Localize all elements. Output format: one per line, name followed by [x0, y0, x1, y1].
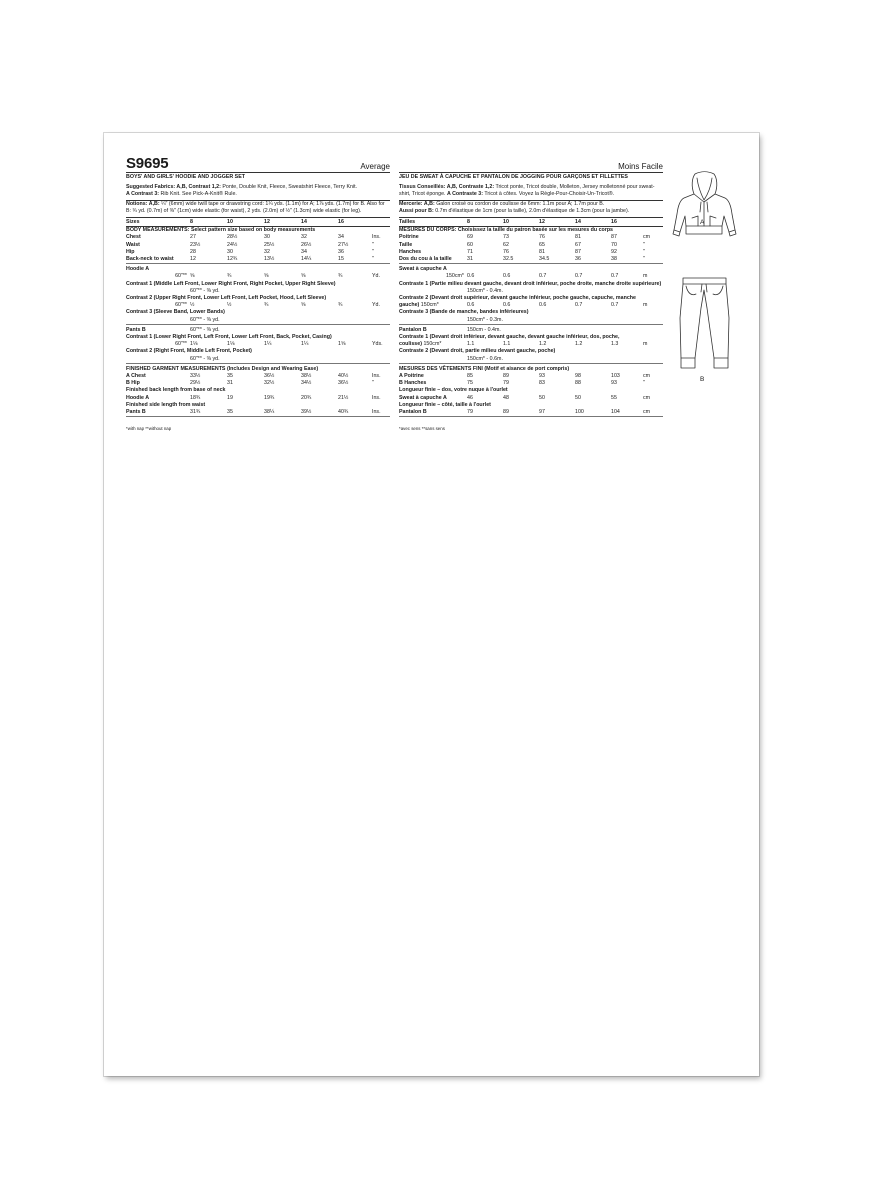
- table-row: Hanches 71 76 81 87 92 ": [399, 248, 645, 255]
- table-row: Pantalon B 79 89 97 100 104 cm: [399, 409, 651, 416]
- fabrics-paragraph: Tissus Conseillés: A,B, Contraste 1,2: Tricot ponte, Tricot double, Molleton, Jersey molletonné pour sweat-shirt, Tricot éponge. A Contraste 3: Tricot à côtes. Voyez la Règle-Pour-Choisir-Un-Tricot®.: [399, 184, 655, 198]
- table-row: A Chest 33½ 35 36½ 38½ 40½ Ins.: [126, 373, 381, 380]
- table-row: Taille 60 62 65 67 70 ": [399, 241, 645, 248]
- difficulty: Average: [360, 162, 390, 171]
- measurements-table: Sizes 8 10 12 14 16 BODY MEASUREMENTS: Select pattern size based on body measurements Chest 27 28½ 30 32 34 Ins. Waist 23½ 24½ 25½ 26½ 27½ " Hip 28 30 32 34 36 " Back-neck to waist 12 12¾ 13½ 14¼ 15 " Hoodie A 60"** ⅝ ¾ ⅝ ⅝ ¾ Yd. Contrast 1 (Middle Left Front, Lower Right Front, Right Pocket, Upper Right Sleeve) 60"** - ⅜ yd. Contrast 2 (Upper Right Front, Lower Left Front, Left Pocket, Hood, Left Sleeve) 60"** ½ ½ ¾ ⅝ ¾ Yd. Contrast 3 (Sleeve Band, Lower Bands) 60"** - ⅜ yd. Pants B 60"** - ⅜ yd. Contrast 1 (Lower Right Front, Left Front, Lower Left Front, Back, Pocket, Casing) 60"** 1⅛ 1⅛ 1¼ 1¼ 1⅝ Yds. Contrast 2 (Right Front, Middle Left Front, Pocket) 60"** - ⅜ yd. FINISHED GARMENT MEASUREMENTS (Includes Design and Wearing Ease) A Chest 33½ 35 36½ 38½ 40½ Ins. B Hip 29½ 31 32½ 34½ 36½ " Finished back length from base of neck Hoodie A 18¾ 19 19¾ 20¾ 21½ Ins. Finished side length from waist Pants B 31¾ 35 38¼ 39½ 40¾ Ins.: [126, 217, 390, 419]
- footnote: *avec sens **sans sens: [399, 426, 445, 432]
- table-row: 60"** ⅝ ¾ ⅝ ⅝ ¾ Yd.: [175, 273, 380, 280]
- pants-label: Pants B: [126, 326, 146, 333]
- sizes-row: Sizes 8 10 12 14 16: [126, 218, 390, 227]
- pattern-title: JEU DE SWEAT À CAPUCHE ET PANTALON DE JOGGING POUR GARÇONS ET FILLETTES: [399, 174, 628, 180]
- body-measurements-header: MESURES DU CORPS: Choisissez la taille du patron basée sur les mesures du corps: [399, 227, 613, 234]
- notions-paragraph: Mercerie: A,B: Galon croisé ou cordon de coulisse de 6mm: 1.1m pour A; 1.7m pour B. Aussi pour B: 0.7m d'élastique de 1cm (pour la taille), 2.0m d'élastique de 1.3cm (pour la jambe).: [399, 201, 630, 215]
- english-column: [126, 155, 390, 433]
- hoodie-label: Sweat à capuche A: [399, 266, 447, 273]
- finished-measurements-header: FINISHED GARMENT MEASUREMENTS (Includes Design and Wearing Ease): [126, 365, 319, 372]
- table-row: Chest 27 28½ 30 32 34 Ins.: [126, 234, 381, 241]
- table-row: 60"** 1⅛ 1⅛ 1¼ 1¼ 1⅝ Yds.: [175, 341, 383, 348]
- jogger-pants-icon: [680, 278, 729, 368]
- hoodie-label: Hoodie A: [126, 266, 150, 273]
- notions-paragraph: Notions: A,B: ¼" (6mm) wide twill tape or drawstring cord: 1¼ yds. (1.1m) for A; 1⅞ yds. (1.7m) for B. Also for B: ¾ yd. (0.7m) of ⅜" (1cm) wide elastic (for waist), 2 yds. (2.0m) of ½" (1.3cm) wide elastic (for leg).: [126, 201, 385, 215]
- pattern-code: S9695: [126, 155, 169, 172]
- table-row: B Hip 29½ 31 32½ 34½ 36½ ": [126, 380, 374, 387]
- table-row: Waist 23½ 24½ 25½ 26½ 27½ ": [126, 241, 374, 248]
- divider: [399, 172, 663, 173]
- finished-measurements-header: MESURES DES VÊTEMENTS FINI (Motif et aisance de port compris): [399, 365, 570, 372]
- header: [126, 155, 390, 172]
- table-row: Hip 28 30 32 34 36 ": [126, 248, 374, 255]
- sizes-row: Tailles 8 10 12 14 16: [399, 218, 663, 227]
- fabrics-paragraph: Suggested Fabrics: A,B, Contrast 1,2: Ponte, Double Knit, Fleece, Sweatshirt Fleece, Terry Knit. A Contrast 3: Rib Knit. See Pick-A-Knit® Rule.: [126, 184, 358, 198]
- table-row: Hoodie A 18¾ 19 19¾ 20¾ 21½ Ins.: [126, 394, 381, 401]
- table-row: coulisse) 150cm* 1.1 1.1 1.2 1.2 1.3 m: [399, 341, 648, 348]
- pants-label: Pantalon B: [399, 326, 427, 333]
- garment-illustrations: [668, 168, 743, 388]
- table-row: Sweat à capuche A 46 48 50 50 55 cm: [399, 394, 651, 401]
- view-label-a: A: [700, 219, 705, 226]
- table-row: A Poitrine 85 89 93 98 103 cm: [399, 373, 651, 380]
- table-row: 150cm* 0.6 0.6 0.7 0.7 0.7 m: [446, 273, 648, 280]
- table-row: 60"** ½ ½ ¾ ⅝ ¾ Yd.: [175, 302, 380, 309]
- table-row: Dos du cou à la taille 31 32.5 34.5 36 38 ": [399, 256, 645, 263]
- table-row: Pants B 31¾ 35 38¼ 39½ 40¾ Ins.: [126, 409, 381, 416]
- french-column: [399, 158, 663, 433]
- footnote: *with nap **without nap: [126, 426, 172, 432]
- body-measurements-header: BODY MEASUREMENTS: Select pattern size based on body measurements: [126, 227, 316, 234]
- table-row: gauche) 150cm* 0.6 0.6 0.6 0.7 0.7 m: [399, 302, 648, 309]
- table-row: B Hanches 75 79 83 88 93 ": [399, 380, 645, 387]
- pattern-title: BOYS' AND GIRLS' HOODIE AND JOGGER SET: [126, 174, 245, 180]
- divider: [126, 172, 390, 173]
- view-label-b: B: [700, 376, 705, 383]
- table-row: Back-neck to waist 12 12¾ 13½ 14¼ 15 ": [126, 256, 374, 263]
- table-row: Poitrine 69 73 76 81 87 cm: [399, 234, 651, 241]
- difficulty: Moins Facile: [618, 162, 663, 171]
- hoodie-icon: [673, 172, 736, 236]
- measurements-table: Tailles 8 10 12 14 16 MESURES DU CORPS: Choisissez la taille du patron basée sur les mesures du corps Poitrine 69 73 76 81 87 cm Taille 60 62 65 67 70 " Hanches 71 76 81 87 92 " Dos du cou à la taille 31 32.5 34.5 36 38 " Sweat à capuche A 150cm* 0.6 0.6 0.7 0.7 0.7 m Contraste 1 (Partie milieu devant gauche, devant droit inférieur, poche droite, manche droite supérieure) 150cm* - 0.4m. Contraste 2 (Devant droit supérieur, devant gauche inférieur, poche gauche, capuche, manche gauche) 150cm* 0.6 0.6 0.6 0.7 0.7 m Contraste 3 (Bande de manche, bandes inférieures) 150cm* - 0.3m. Pantalon B 150cm - 0.4m. Contraste 1 (Devant droit inférieur, devant gauche, devant gauche inférieur, dos, poche, coulisse) 150cm* 1.1 1.1 1.2 1.2 1.3 m Contraste 2 (Devant droit, partie milieu devant gauche, poche) 150cm* - 0.6m. MESURES DES VÊTEMENTS FINI (Motif et aisance de port compris) A Poitrine 85 89 93 98 103 cm B Hanches 75 79 83 88 93 " Longueur finie – dos, votre nuque à l'ourlet Sweat à capuche A 46 48 50 50 55 cm Longueur finie – côté, taille à l'ourlet Pantalon B 79 89 97 100 104 cm: [399, 217, 663, 419]
- header: [399, 158, 663, 172]
